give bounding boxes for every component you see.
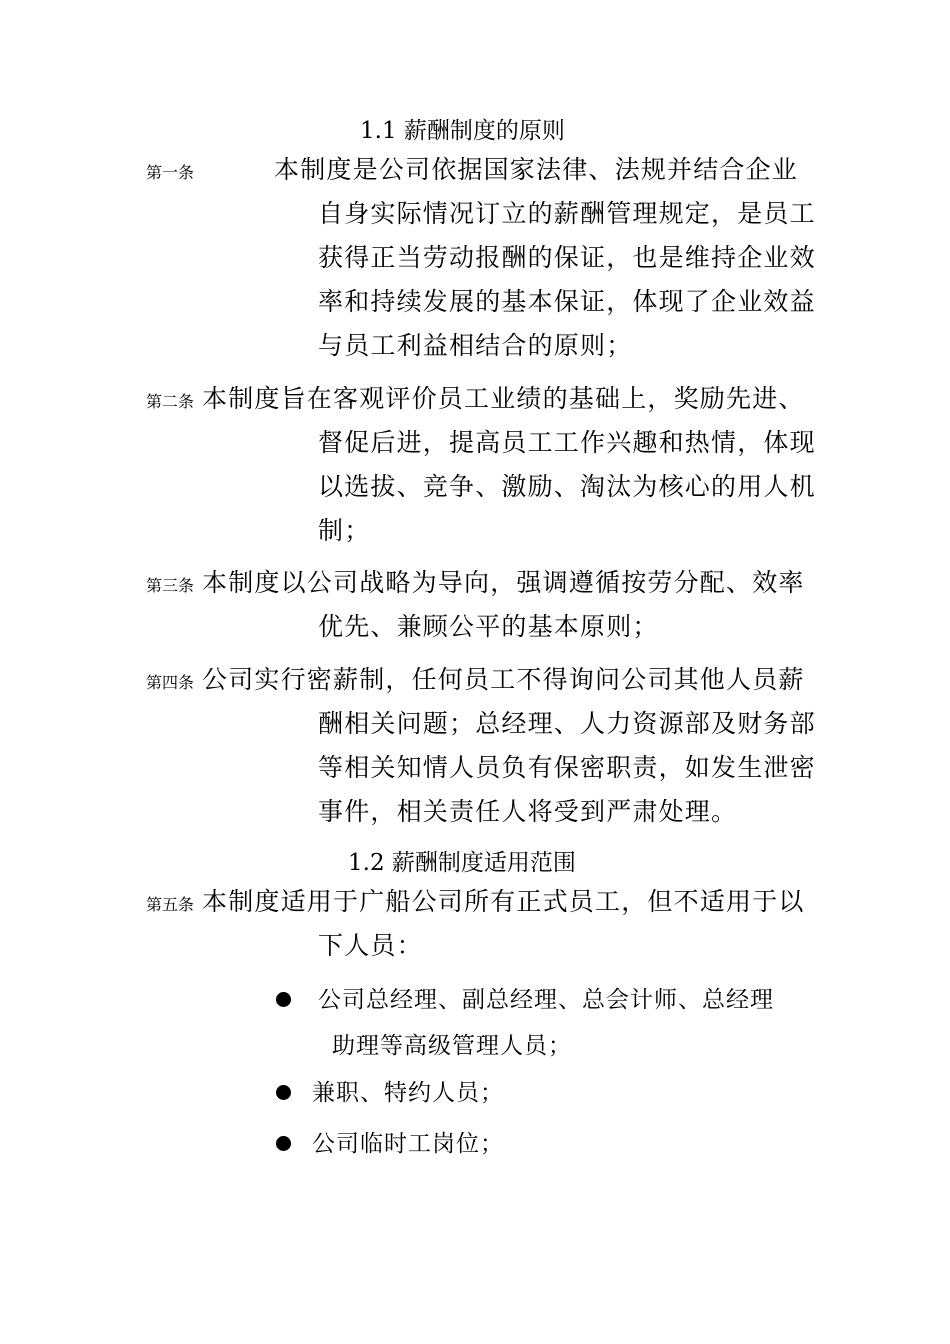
bullet-dot-icon: [276, 1136, 291, 1151]
article-2-line-3: 以选拔、竞争、激励、淘汰为核心的用人机: [318, 472, 816, 501]
article-1-line-5: 与员工利益相结合的原则；: [318, 331, 633, 360]
article-3-line-2: 优先、兼顾公平的基本原则；: [318, 612, 659, 641]
article-1-line-3: 获得正当劳动报酬的保证，也是维持企业效: [318, 243, 816, 272]
article-4-line-4: 事件，相关责任人将受到严肃处理。: [318, 797, 738, 826]
article-5-line-1: 本制度适用于广船公司所有正式员工，但不适用于以: [202, 887, 805, 916]
article-2-line-4: 制；: [318, 516, 371, 545]
bullet-dot-icon: [276, 1085, 291, 1100]
bullet-1-line-2: 助理等高级管理人员；: [332, 1033, 572, 1059]
article-3-line-1: 本制度以公司战略为导向，强调遵循按劳分配、效率: [202, 568, 805, 597]
bullet-dot-icon: [276, 992, 291, 1007]
bullet-3-line-1: 公司临时工岗位；: [312, 1131, 504, 1157]
article-label-2: 第二条: [146, 392, 195, 411]
section-heading-1-1: 1.1 薪酬制度的原则: [360, 118, 565, 144]
bullet-2-line-1: 兼职、特约人员；: [312, 1080, 504, 1106]
article-label-1: 第一条: [146, 163, 195, 182]
article-2-line-1: 本制度旨在客观评价员工业绩的基础上，奖励先进、: [202, 384, 805, 413]
article-4-line-1: 公司实行密薪制，任何员工不得询问公司其他人员薪: [202, 665, 805, 694]
article-label-3: 第三条: [146, 576, 195, 595]
section-heading-1-2: 1.2 薪酬制度适用范围: [348, 850, 576, 876]
article-1-line-1: 本制度是公司依据国家法律、法规并结合企业: [274, 155, 799, 184]
article-1-line-2: 自身实际情况订立的薪酬管理规定，是员工: [318, 199, 816, 228]
article-2-line-2: 督促后进，提高员工工作兴趣和热情，体现: [318, 428, 816, 457]
article-label-4: 第四条: [146, 673, 195, 692]
article-5-line-2: 下人员：: [318, 931, 423, 960]
bullet-1-line-1: 公司总经理、副总经理、总会计师、总经理: [318, 987, 774, 1013]
article-label-5: 第五条: [146, 895, 195, 914]
article-1-line-4: 率和持续发展的基本保证，体现了企业效益: [318, 287, 816, 316]
article-4-line-2: 酬相关问题；总经理、人力资源部及财务部: [318, 709, 816, 738]
article-4-line-3: 等相关知情人员负有保密职责，如发生泄密: [318, 753, 816, 782]
